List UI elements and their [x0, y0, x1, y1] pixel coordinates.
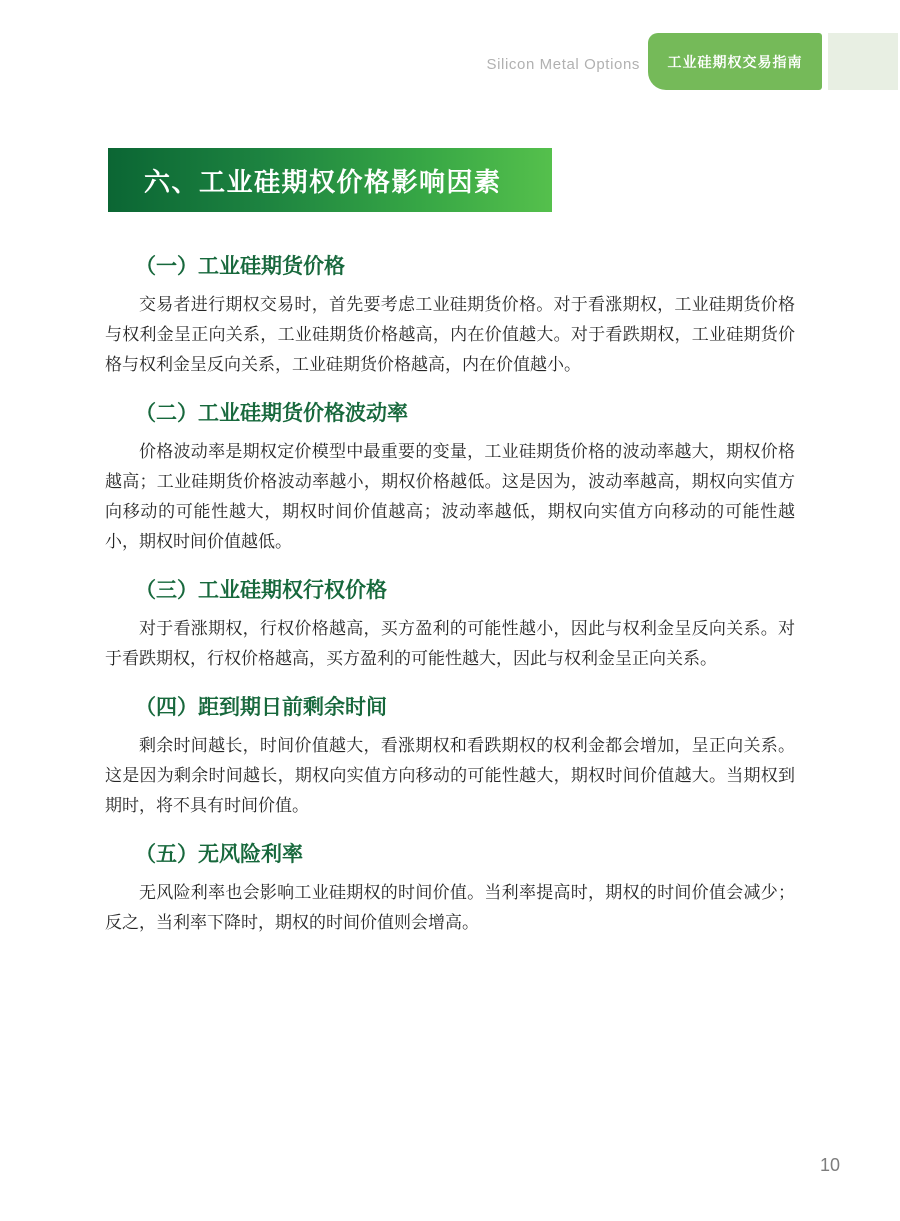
section-paragraph: 交易者进行期权交易时，首先要考虑工业硅期货价格。对于看涨期权，工业硅期货价格与权利金呈正向关系，工业硅期货价格越高，内在价值越大。对于看跌期权，工业硅期货价格与权利金呈反向关系，工业硅期货价格越高，内在价值越小。 [105, 295, 795, 374]
section-heading: （二）工业硅期货价格波动率 [135, 402, 408, 425]
section-paragraph: 剩余时间越长，时间价值越大，看涨期权和看跌期权的权利金都会增加，呈正向关系。这是因为剩余时间越长，期权向实值方向移动的可能性越大，期权时间价值越大。当期权到期时，将不具有时间价值。 [105, 736, 795, 815]
chapter-banner [108, 148, 552, 212]
section-price-volatility [105, 399, 795, 557]
section-futures-price [105, 252, 795, 380]
header-badge [648, 33, 822, 90]
section-strike-price [105, 576, 795, 674]
header-badge-label: 工业硅期权交易指南 [667, 53, 803, 70]
chapter-title: 六、工业硅期权价格影响因素 [144, 166, 502, 197]
header-subtitle-en: Silicon Metal Options [486, 56, 640, 73]
section-heading: （四）距到期日前剩余时间 [135, 696, 387, 719]
content-area [105, 212, 795, 938]
section-paragraph: 无风险利率也会影响工业硅期权的时间价值。当利率提高时，期权的时间价值会减少；反之，当利率下降时，期权的时间价值则会增高。 [105, 883, 795, 932]
section-heading: （五）无风险利率 [135, 843, 303, 866]
section-heading: （一）工业硅期货价格 [135, 255, 345, 278]
section-time-to-expiry [105, 693, 795, 821]
section-risk-free-rate [105, 840, 795, 938]
page-number: 10 [820, 1155, 841, 1175]
section-heading: （三）工业硅期权行权价格 [135, 579, 387, 602]
header-corner-decoration [828, 33, 898, 90]
section-paragraph: 对于看涨期权，行权价格越高，买方盈利的可能性越小，因此与权利金呈反向关系。对于看跌期权，行权价格越高，买方盈利的可能性越大，因此与权利金呈正向关系。 [105, 619, 795, 668]
section-paragraph: 价格波动率是期权定价模型中最重要的变量，工业硅期货价格的波动率越大，期权价格越高；工业硅期货价格波动率越小，期权价格越低。这是因为，波动率越高，期权向实值方向移动的可能性越大，期权时间价值越高；波动率越低，期权向实值方向移动的可能性越小，期权时间价值越低。 [105, 442, 795, 551]
